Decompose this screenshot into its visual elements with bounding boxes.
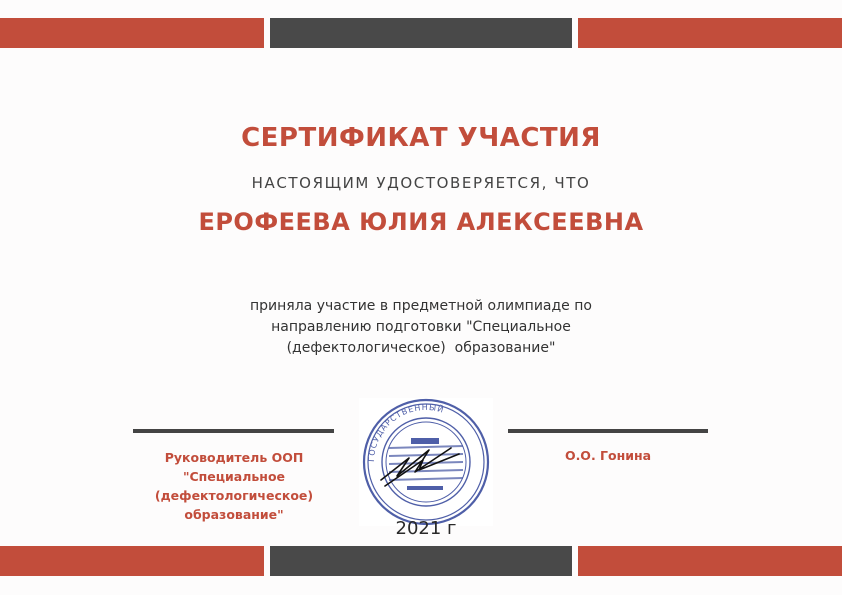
body-line: направлению подготовки "Специальное xyxy=(271,319,571,335)
seal-and-signature xyxy=(359,398,493,526)
body-line: приняла участие в предметной олимпиаде по xyxy=(250,298,592,314)
top-bar-left xyxy=(0,18,264,48)
signatory-left-line: Руководитель ООП xyxy=(164,450,304,465)
top-bar-center xyxy=(270,18,572,48)
recipient-name: ЕРОФЕЕВА ЮЛИЯ АЛЕКСЕЕВНА xyxy=(198,208,644,236)
certificate-title: СЕРТИФИКАТ УЧАСТИЯ xyxy=(241,123,601,153)
issue-year: 2021 г xyxy=(395,518,457,539)
signature-line-left xyxy=(133,429,334,433)
certificate-subtitle: НАСТОЯЩИМ УДОСТОВЕРЯЕТСЯ, ЧТО xyxy=(251,174,591,192)
top-bar-right xyxy=(578,18,842,48)
signatory-right-name: О.О. Гонина xyxy=(564,448,652,463)
signatory-left xyxy=(134,448,334,524)
body-line: (дефектологическое) образование" xyxy=(286,340,556,356)
signatory-left-line: образование" xyxy=(184,507,284,522)
signature-line-right xyxy=(508,429,708,433)
bottom-bar-center xyxy=(270,546,572,576)
seal-icon xyxy=(359,398,493,526)
svg-text:ГОСУДАРСТВЕННЫЙ xyxy=(367,402,446,462)
bottom-bar-right xyxy=(578,546,842,576)
signatory-left-line: (дефектологическое) xyxy=(154,488,314,503)
seal-text: ГОСУДАРСТВЕННЫЙ xyxy=(366,402,446,463)
signatory-left-line: "Специальное xyxy=(182,469,286,484)
certificate-body xyxy=(221,296,621,359)
bottom-bar-left xyxy=(0,546,264,576)
